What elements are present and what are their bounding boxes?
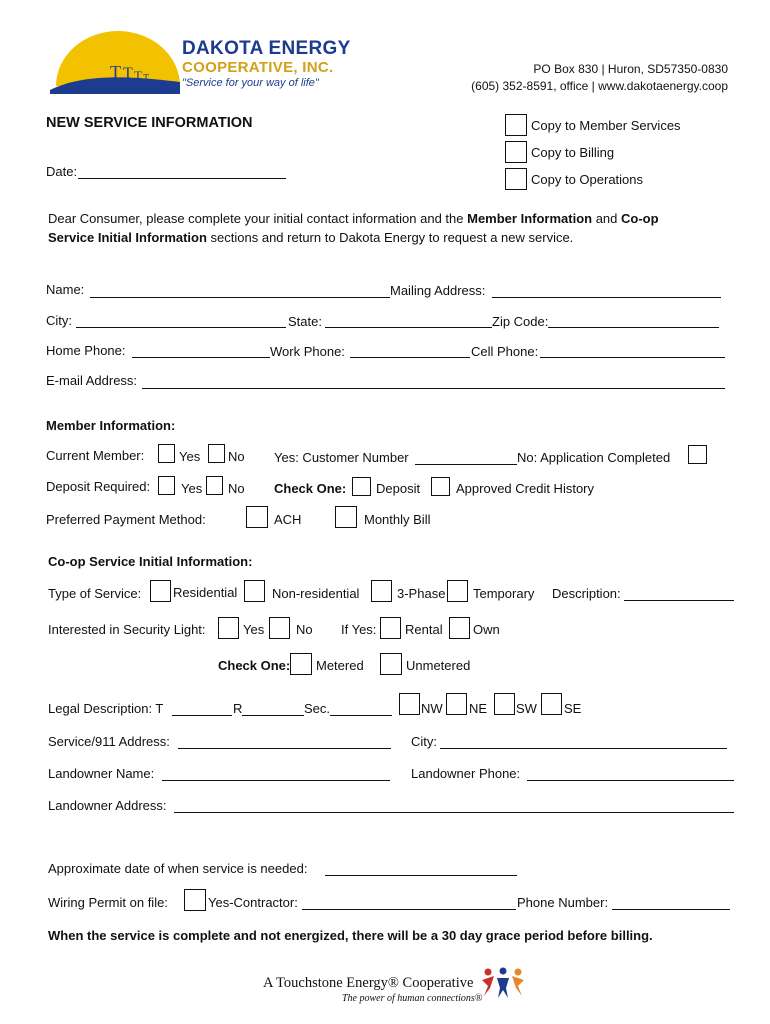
copy-operations-label: Copy to Operations — [531, 172, 644, 187]
deposit-yes-label: Yes — [181, 481, 203, 496]
work-phone-field[interactable] — [350, 357, 470, 358]
work-phone-label: Work Phone: — [270, 344, 345, 359]
svg-text:T: T — [110, 62, 121, 82]
city-field[interactable] — [76, 327, 286, 328]
residential-checkbox[interactable] — [150, 580, 171, 602]
deposit-no-checkbox[interactable] — [206, 476, 223, 495]
copy-operations-checkbox[interactable] — [505, 168, 527, 190]
email-field[interactable] — [142, 388, 725, 389]
current-member-label: Current Member: — [46, 448, 145, 463]
approved-credit-checkbox[interactable] — [431, 477, 450, 496]
type-of-service-label: Type of Service: — [48, 586, 142, 601]
state-field[interactable] — [325, 327, 492, 328]
phone-number-field[interactable] — [612, 909, 730, 910]
landowner-address-label: Landowner Address: — [48, 798, 167, 813]
section-field[interactable] — [330, 715, 392, 716]
range-label: R — [233, 701, 243, 716]
current-member-yes-label: Yes — [179, 449, 201, 464]
landowner-address-field[interactable] — [174, 812, 734, 813]
se-checkbox[interactable] — [541, 693, 562, 715]
check-one-label: Check One: — [274, 481, 347, 496]
svg-text:T: T — [123, 65, 133, 82]
description-label: Description: — [552, 586, 621, 601]
nw-label: NW — [421, 701, 443, 716]
landowner-phone-field[interactable] — [527, 780, 734, 781]
landowner-name-field[interactable] — [162, 780, 390, 781]
svg-text:T: T — [134, 68, 142, 83]
wiring-permit-label: Wiring Permit on file: — [48, 895, 168, 910]
email-label: E-mail Address: — [46, 373, 138, 388]
three-phase-label: 3-Phase — [397, 586, 446, 601]
current-member-yes-checkbox[interactable] — [158, 444, 175, 463]
grace-period-note: When the service is complete and not energized, there will be a 30 day grace period before billing. — [48, 928, 653, 943]
application-completed-label: No: Application Completed — [517, 450, 671, 465]
intro-line-1 — [48, 211, 659, 226]
metered-label: Metered — [316, 658, 364, 673]
residential-label: Residential — [173, 585, 238, 600]
company-tagline: "Service for your way of life" — [182, 77, 319, 89]
svg-text:T: T — [143, 73, 150, 84]
security-light-label: Interested in Security Light: — [48, 622, 206, 637]
service-address-field[interactable] — [178, 748, 391, 749]
rental-checkbox[interactable] — [380, 617, 401, 639]
se-label: SE — [564, 701, 582, 716]
mailing-address-label: Mailing Address: — [390, 283, 486, 298]
member-info-heading: Member Information: — [46, 418, 176, 433]
coop-service-heading: Co-op Service Initial Information: — [48, 554, 253, 569]
name-field[interactable] — [90, 297, 390, 298]
township-field[interactable] — [172, 715, 232, 716]
approved-credit-label: Approved Credit History — [456, 481, 594, 496]
intro-bold-service: Service Initial Information — [48, 230, 207, 245]
monthly-bill-label: Monthly Bill — [364, 512, 431, 527]
sw-checkbox[interactable] — [494, 693, 515, 715]
temporary-label: Temporary — [473, 586, 535, 601]
company-name: DAKOTA ENERGY — [182, 38, 351, 59]
contractor-field[interactable] — [302, 909, 516, 910]
form-title: NEW SERVICE INFORMATION — [46, 115, 253, 131]
three-phase-checkbox[interactable] — [371, 580, 392, 602]
touchstone-slogan: The power of human connections® — [342, 993, 483, 1004]
unmetered-label: Unmetered — [406, 658, 471, 673]
service-address-label: Service/911 Address: — [48, 734, 170, 749]
current-member-no-label: No — [228, 449, 245, 464]
deposit-required-label: Deposit Required: — [46, 479, 151, 494]
sw-label: SW — [516, 701, 537, 716]
home-phone-label: Home Phone: — [46, 343, 126, 358]
deposit-yes-checkbox[interactable] — [158, 476, 175, 495]
touchstone-people-icon — [480, 966, 526, 1000]
description-field[interactable] — [624, 600, 734, 601]
company-address: PO Box 830 | Huron, SD57350-0830 — [533, 62, 728, 76]
home-phone-field[interactable] — [132, 357, 270, 358]
non-residential-checkbox[interactable] — [244, 580, 265, 602]
cell-phone-label: Cell Phone: — [471, 344, 539, 359]
intro-text: sections and return to Dakota Energy to request a new service. — [206, 230, 574, 245]
zip-field[interactable] — [548, 327, 719, 328]
intro-text: and — [592, 211, 622, 226]
non-residential-label: Non-residential — [272, 586, 360, 601]
city-label: City: — [46, 313, 72, 328]
nw-checkbox[interactable] — [399, 693, 420, 715]
temporary-checkbox[interactable] — [447, 580, 468, 602]
copy-member-services-checkbox[interactable] — [505, 114, 527, 136]
approx-date-label: Approximate date of when service is needed: — [48, 861, 308, 876]
landowner-name-label: Landowner Name: — [48, 766, 155, 781]
own-checkbox[interactable] — [449, 617, 470, 639]
approx-date-field[interactable] — [325, 875, 517, 876]
check-one-meter-label: Check One: — [218, 658, 291, 673]
security-light-yes-checkbox[interactable] — [218, 617, 239, 639]
section-label: Sec. — [304, 701, 331, 716]
ne-checkbox[interactable] — [446, 693, 467, 715]
copy-billing-checkbox[interactable] — [505, 141, 527, 163]
deposit-checkbox[interactable] — [352, 477, 371, 496]
date-field[interactable] — [78, 178, 286, 179]
phone-number-label: Phone Number: — [517, 895, 609, 910]
deposit-no-label: No — [228, 481, 245, 496]
payment-method-label: Preferred Payment Method: — [46, 512, 206, 527]
touchstone-label: A Touchstone Energy® Cooperative — [263, 975, 474, 991]
intro-text: Dear Consumer, please complete your initial contact information and the — [48, 211, 468, 226]
customer-number-field[interactable] — [415, 464, 517, 465]
monthly-bill-checkbox[interactable] — [335, 506, 357, 528]
ne-label: NE — [469, 701, 488, 716]
service-city-field[interactable] — [440, 748, 727, 749]
own-label: Own — [473, 622, 500, 637]
service-city-label: City: — [411, 734, 437, 749]
ach-label: ACH — [274, 512, 302, 527]
customer-number-label: Yes: Customer Number — [274, 450, 409, 465]
rental-label: Rental — [405, 622, 443, 637]
intro-bold-member: Member Information — [467, 211, 593, 226]
range-field[interactable] — [242, 715, 304, 716]
if-yes-label: If Yes: — [341, 622, 377, 637]
landowner-phone-label: Landowner Phone: — [411, 766, 521, 781]
deposit-label: Deposit — [376, 481, 421, 496]
wiring-permit-checkbox[interactable] — [184, 889, 206, 911]
unmetered-checkbox[interactable] — [380, 653, 402, 675]
legal-description-label: Legal Description: T — [48, 701, 164, 716]
date-label: Date: — [46, 164, 78, 179]
logo-sun-icon — [48, 28, 183, 94]
cell-phone-field[interactable] — [540, 357, 725, 358]
intro-bold-coop: Co-op — [621, 211, 659, 226]
state-label: State: — [288, 314, 322, 329]
name-label: Name: — [46, 282, 85, 297]
security-light-no-label: No — [296, 622, 313, 637]
security-light-yes-label: Yes — [243, 622, 265, 637]
copy-billing-label: Copy to Billing — [531, 145, 615, 160]
security-light-no-checkbox[interactable] — [269, 617, 290, 639]
intro-line-2 — [48, 230, 573, 245]
copy-member-services-label: Copy to Member Services — [531, 118, 681, 133]
current-member-no-checkbox[interactable] — [208, 444, 225, 463]
mailing-address-field[interactable] — [492, 297, 721, 298]
application-completed-checkbox[interactable] — [688, 445, 707, 464]
zip-label: Zip Code: — [492, 314, 549, 329]
company-contact: (605) 352-8591, office | www.dakotaenergy.coop — [471, 79, 728, 93]
company-sub: COOPERATIVE, INC. — [182, 59, 334, 76]
yes-contractor-label: Yes-Contractor: — [208, 895, 298, 910]
metered-checkbox[interactable] — [290, 653, 312, 675]
ach-checkbox[interactable] — [246, 506, 268, 528]
